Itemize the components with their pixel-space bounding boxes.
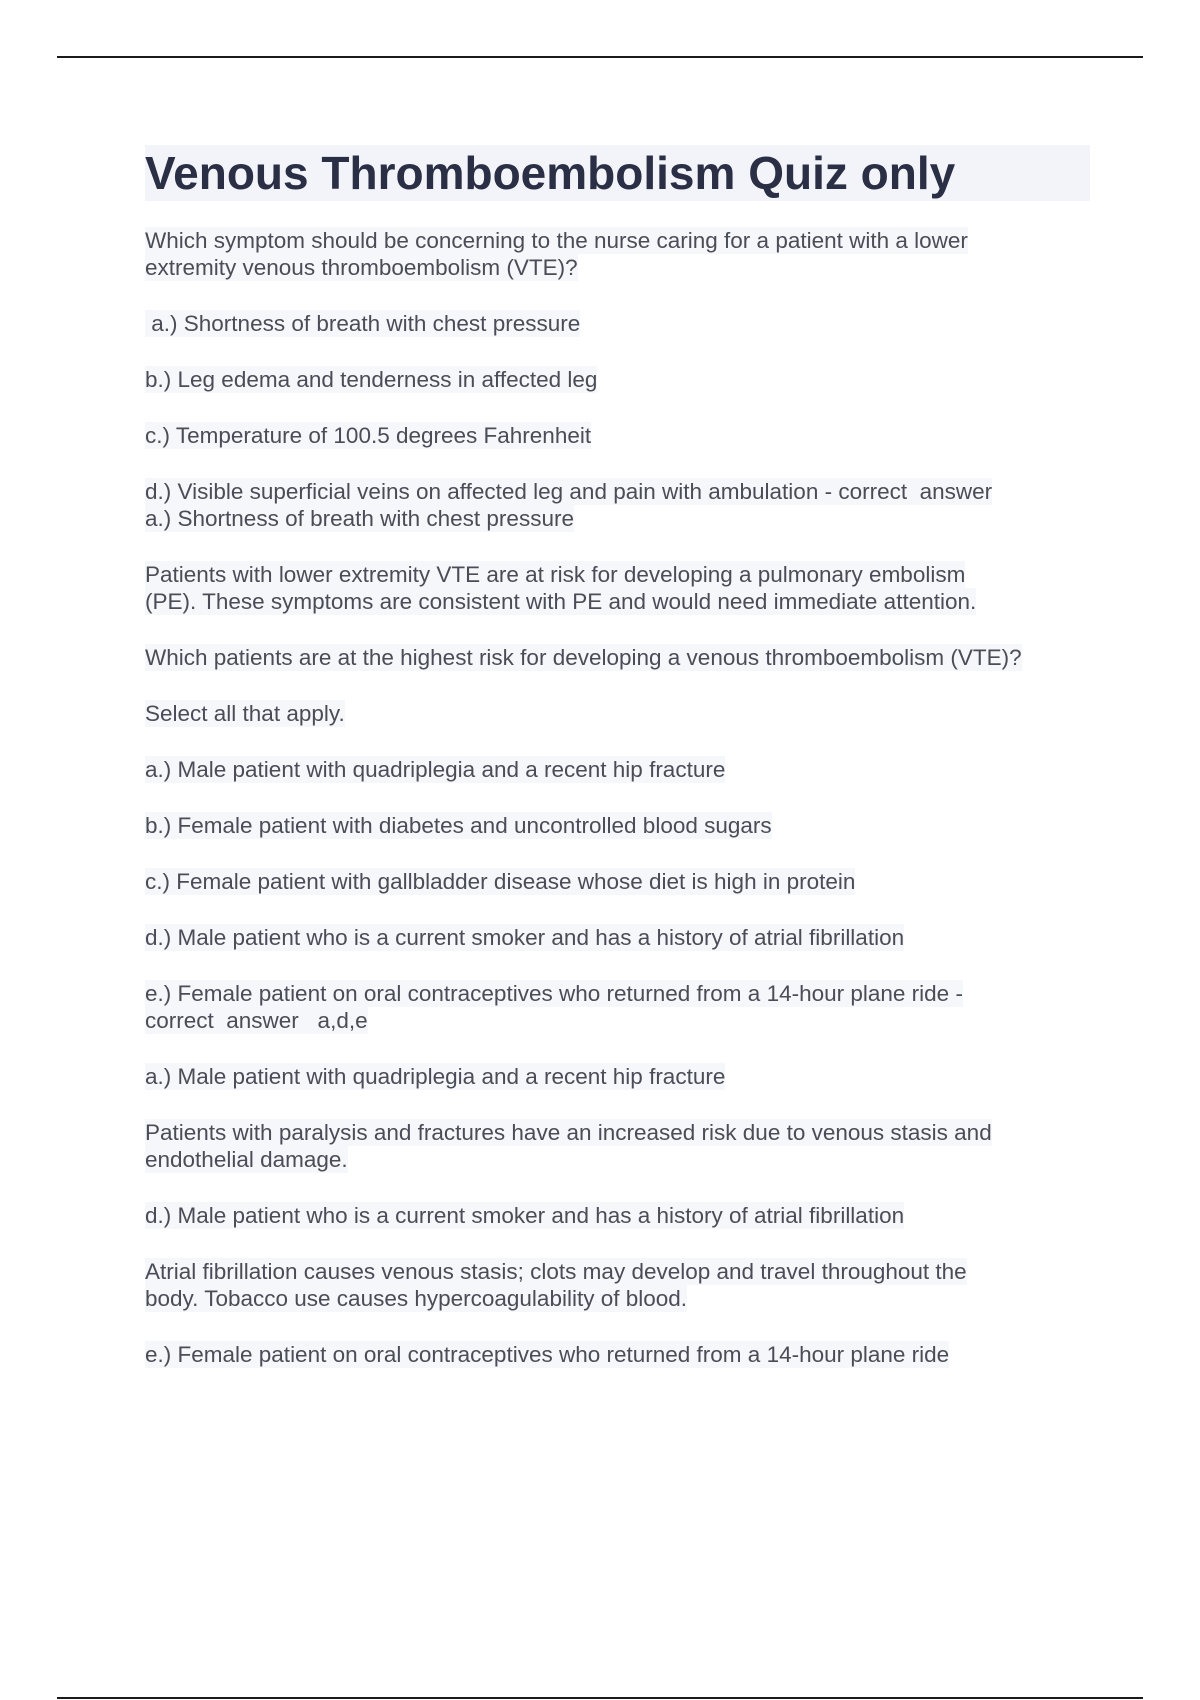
- answer-e: e.) Female patient on oral contraceptives who returned from a 14-hour plane ride: [145, 1342, 950, 1367]
- option-d: d.) Visible superficial veins on affected leg and pain with ambulation - correct answer: [145, 479, 993, 504]
- rationale-text: Atrial fibrillation causes venous stasis; clots may develop and travel throughout the: [145, 1259, 967, 1284]
- rationale-a: [145, 1119, 1090, 1173]
- top-rule: [57, 56, 1143, 58]
- answer-d: d.) Male patient who is a current smoker and has a history of atrial fibrillation: [145, 1203, 905, 1228]
- question-text: extremity venous thromboembolism (VTE)?: [145, 255, 578, 280]
- question-1: [145, 227, 1090, 281]
- rationale-d: [145, 1258, 1090, 1312]
- rationale-1: [145, 561, 1090, 615]
- rationale-text: Patients with lower extremity VTE are at risk for developing a pulmonary embolism: [145, 562, 966, 587]
- question-text: Which symptom should be concerning to the nurse caring for a patient with a lower: [145, 228, 968, 253]
- option-a: a.) Male patient with quadriplegia and a recent hip fracture: [145, 757, 726, 782]
- rationale-text: endothelial damage.: [145, 1147, 348, 1172]
- correct-answer: correct answer a,d,e: [145, 1008, 368, 1033]
- option-e-with-answer: [145, 980, 1090, 1034]
- answer-a: a.) Male patient with quadriplegia and a recent hip fracture: [145, 1064, 726, 1089]
- option-c: c.) Temperature of 100.5 degrees Fahrenheit: [145, 423, 592, 448]
- option-a: a.) Shortness of breath with chest pressure: [145, 311, 581, 336]
- correct-answer: a.) Shortness of breath with chest pressure: [145, 506, 574, 531]
- page-title: Venous Thromboembolism Quiz only: [145, 145, 1090, 201]
- rationale-text: (PE). These symptoms are consistent with PE and would need immediate attention.: [145, 589, 977, 614]
- option-c: c.) Female patient with gallbladder disease whose diet is high in protein: [145, 869, 856, 894]
- option-b: b.) Leg edema and tenderness in affected leg: [145, 367, 598, 392]
- document-body: [145, 145, 1090, 1368]
- question-2: Which patients are at the highest risk for developing a venous thromboembolism (VTE)?: [145, 645, 1022, 670]
- option-d: d.) Male patient who is a current smoker and has a history of atrial fibrillation: [145, 925, 905, 950]
- question-instruction: Select all that apply.: [145, 701, 345, 726]
- bottom-rule: [57, 1697, 1143, 1699]
- option-e: e.) Female patient on oral contraceptives who returned from a 14-hour plane ride -: [145, 981, 963, 1006]
- option-d-with-answer: [145, 478, 1090, 532]
- rationale-text: Patients with paralysis and fractures have an increased risk due to venous stasis and: [145, 1120, 992, 1145]
- option-b: b.) Female patient with diabetes and uncontrolled blood sugars: [145, 813, 772, 838]
- rationale-text: body. Tobacco use causes hypercoagulability of blood.: [145, 1286, 688, 1311]
